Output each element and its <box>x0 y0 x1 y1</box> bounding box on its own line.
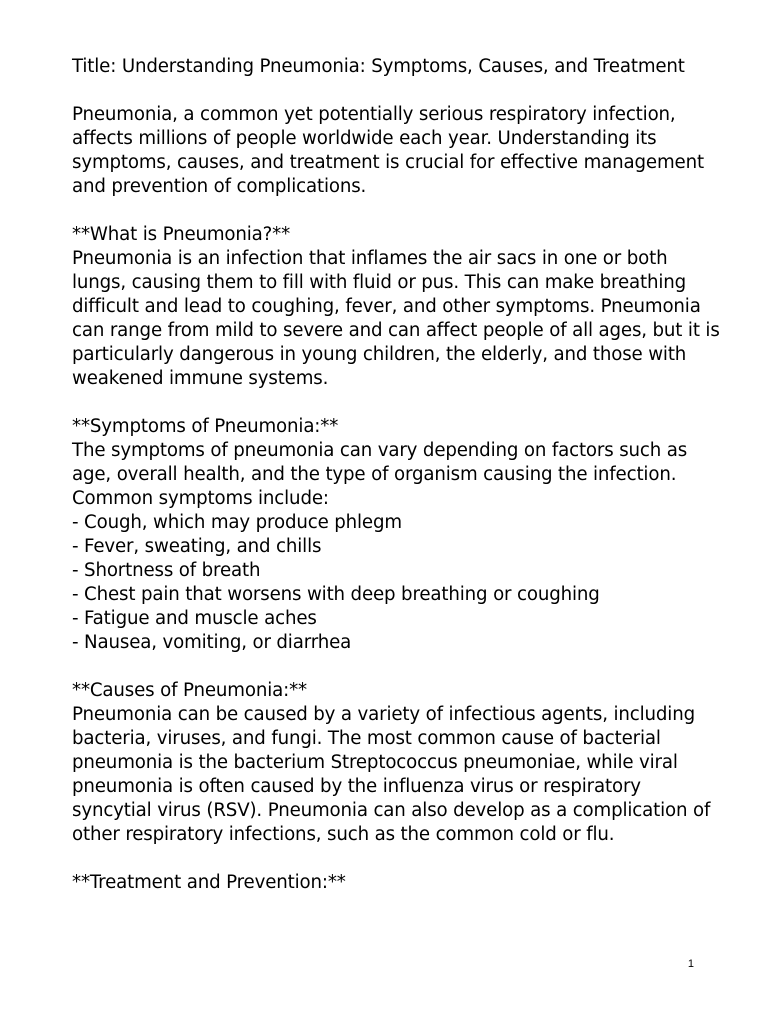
section-paragraph-what-is: Pneumonia is an infection that inflames the air sacs in one or both lungs, causing them to fill with fluid or pus. This can make breathing difficult and lead to coughing, fever, and other symptoms. Pneumonia can range from mild to severe and can affect people of all ages, but it is particularly dangerous in young children, the elderly, and those with weakened immune systems. <box>72 248 720 389</box>
section-heading-what-is: **What is Pneumonia?** <box>72 224 291 245</box>
symptom-list-item: - Nausea, vomiting, or diarrhea <box>72 632 352 653</box>
intro-paragraph: Pneumonia, a common yet potentially serious respiratory infection, affects millions of people worldwide each year. Understanding its symptoms, causes, and treatment is crucial for effective management and prevention of complications. <box>72 104 704 197</box>
page-number: 1 <box>687 958 694 970</box>
section-heading-causes: **Causes of Pneumonia:** <box>72 680 307 701</box>
symptom-list-item: - Cough, which may produce phlegm <box>72 512 402 533</box>
section-heading-treatment: **Treatment and Prevention:** <box>72 872 346 893</box>
section-heading-symptoms: **Symptoms of Pneumonia:** <box>72 416 339 437</box>
symptom-list-item: - Fever, sweating, and chills <box>72 536 322 557</box>
section-paragraph-causes: Pneumonia can be caused by a variety of infectious agents, including bacteria, viruses, and fungi. The most common cause of bacterial pneumonia is the bacterium Streptococcus pneumoniae, while viral pneumonia is often caused by the influenza virus or respiratory syncytial virus (RSV). Pneumonia can also develop as a complication of other respiratory infections, such as the common cold or flu. <box>72 704 711 845</box>
document-title: Title: Understanding Pneumonia: Symptoms, Causes, and Treatment <box>72 56 685 77</box>
document-body <box>72 55 722 895</box>
symptom-list-item: - Fatigue and muscle aches <box>72 608 317 629</box>
symptom-list-item: - Shortness of breath <box>72 560 261 581</box>
section-paragraph-symptoms: The symptoms of pneumonia can vary depending on factors such as age, overall health, and the type of organism causing the infection. Common symptoms include: <box>72 440 688 509</box>
symptom-list-item: - Chest pain that worsens with deep breathing or coughing <box>72 584 600 605</box>
